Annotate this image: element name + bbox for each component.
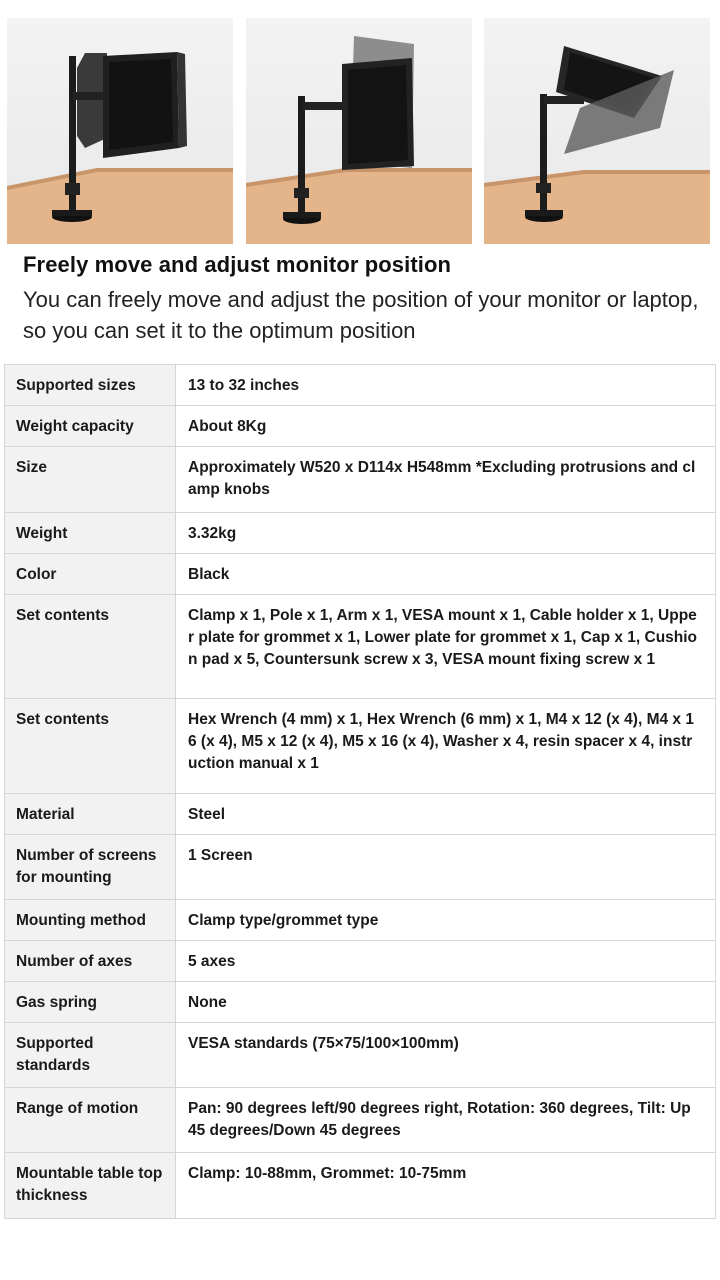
spec-label: Gas spring <box>5 982 176 1023</box>
description: You can freely move and adjust the position of your monitor or laptop, so you can set it to the optimum position <box>23 287 699 343</box>
spec-label: Material <box>5 794 176 835</box>
spec-value: 5 axes <box>176 941 716 982</box>
table-row <box>5 1153 716 1219</box>
spec-label: Weight capacity <box>5 406 176 447</box>
table-row <box>5 699 716 794</box>
spec-value: 1 Screen <box>176 835 716 900</box>
spec-label: Mounting method <box>5 900 176 941</box>
spec-value: Approximately W520 x D114x H548mm *Excluding protrusions and clamp knobs <box>176 447 716 513</box>
product-photos <box>0 0 720 250</box>
headline: Freely move and adjust monitor position <box>23 252 452 277</box>
table-row <box>5 406 716 447</box>
spec-value: Clamp x 1, Pole x 1, Arm x 1, VESA mount x 1, Cable holder x 1, Upper plate for grommet x 1, Lower plate for grommet x 1, Cap x 1, Cushion pad x 5, Countersunk screw x 3, VESA mount fixing screw x 1 <box>176 595 716 699</box>
table-row <box>5 513 716 554</box>
spec-value: 13 to 32 inches <box>176 365 716 406</box>
spec-value: 3.32kg <box>176 513 716 554</box>
spec-value: Black <box>176 554 716 595</box>
spec-label: Set contents <box>5 699 176 794</box>
spec-label: Set contents <box>5 595 176 699</box>
spec-label: Number of screens for mounting <box>5 835 176 900</box>
spec-label: Number of axes <box>5 941 176 982</box>
spec-value: Clamp type/grommet type <box>176 900 716 941</box>
table-row <box>5 941 716 982</box>
spec-value: None <box>176 982 716 1023</box>
tilt-photo <box>484 18 710 244</box>
spec-label: Size <box>5 447 176 513</box>
spec-value: Pan: 90 degrees left/90 degrees right, Rotation: 360 degrees, Tilt: Up 45 degrees/Down 45 degrees <box>176 1088 716 1153</box>
spec-table <box>4 364 716 1219</box>
table-row <box>5 982 716 1023</box>
table-row <box>5 447 716 513</box>
swivel-pan-photo <box>7 18 233 244</box>
table-row <box>5 1088 716 1153</box>
spec-label: Supported standards <box>5 1023 176 1088</box>
table-row <box>5 1023 716 1088</box>
spec-value: Hex Wrench (4 mm) x 1, Hex Wrench (6 mm) x 1, M4 x 12 (x 4), M4 x 16 (x 4), M5 x 12 (x 4), M5 x 16 (x 4), Washer x 4, resin spacer x 4, instruction manual x 1 <box>176 699 716 794</box>
spec-value: Steel <box>176 794 716 835</box>
table-row <box>5 794 716 835</box>
table-row <box>5 900 716 941</box>
table-row <box>5 835 716 900</box>
spec-value: Clamp: 10-88mm, Grommet: 10-75mm <box>176 1153 716 1219</box>
rotation-photo <box>246 18 472 244</box>
spec-label: Weight <box>5 513 176 554</box>
spec-label: Supported sizes <box>5 365 176 406</box>
spec-label: Mountable table top thickness <box>5 1153 176 1219</box>
table-row <box>5 595 716 699</box>
spec-value: About 8Kg <box>176 406 716 447</box>
spec-value: VESA standards (75×75/100×100mm) <box>176 1023 716 1088</box>
table-row <box>5 554 716 595</box>
spec-label: Color <box>5 554 176 595</box>
table-row <box>5 365 716 406</box>
spec-label: Range of motion <box>5 1088 176 1153</box>
